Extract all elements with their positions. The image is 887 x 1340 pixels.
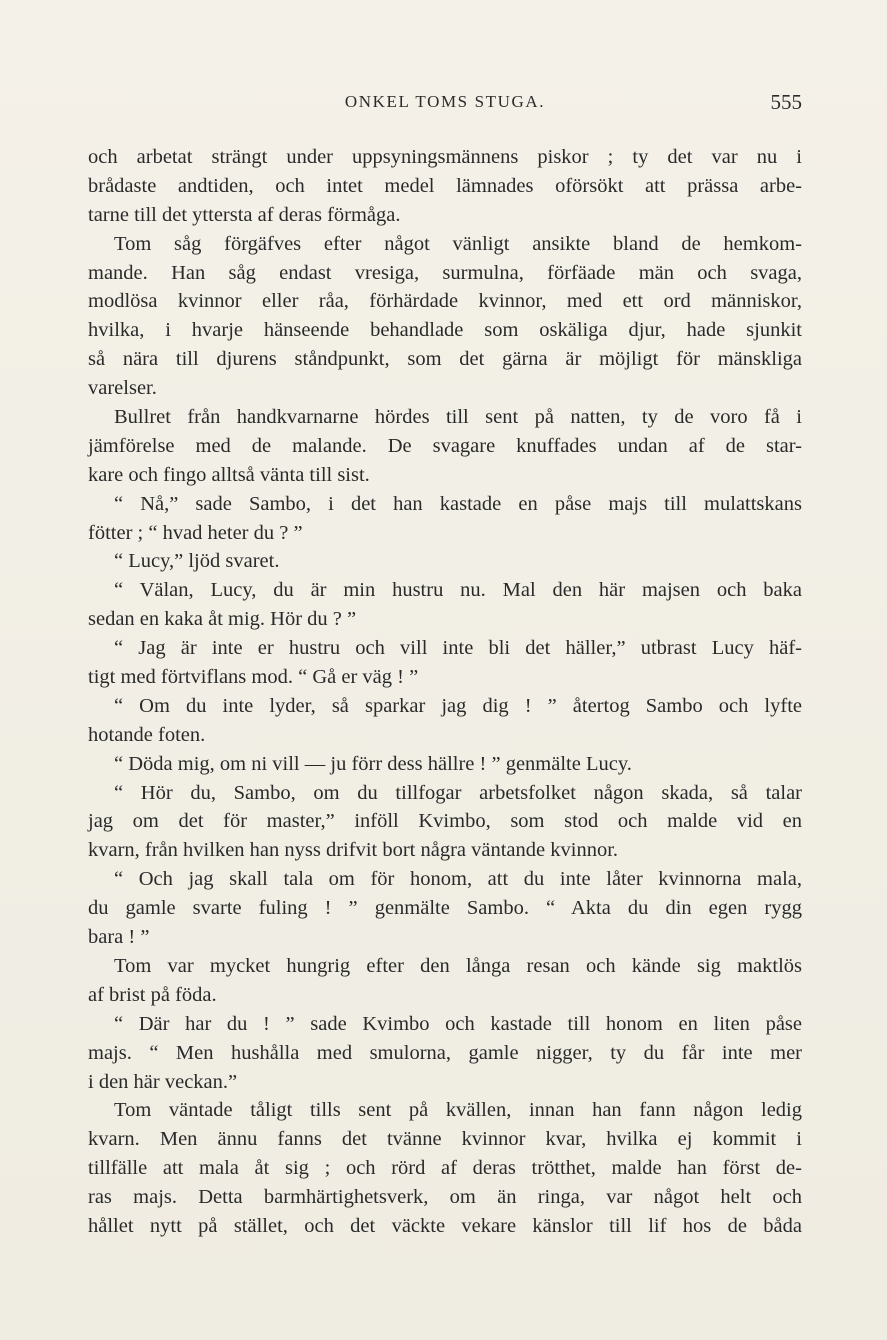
text-line: sedan en kaka åt mig. Hör du ? ” — [88, 608, 357, 631]
text-line: bara ! ” — [88, 926, 150, 949]
text-line: brådaste andtiden, och intet medel lämnades oförsökt att prässa arbe- — [88, 174, 802, 197]
text-line: majs. “ Men hushålla med smulorna, gamle nigger, ty du får inte mer — [88, 1041, 802, 1064]
text-line: du gamle svarte fuling ! ” genmälte Sambo. “ Akta du din egen rygg — [88, 897, 802, 920]
text-line: “ Nå,” sade Sambo, i det han kastade en påse majs till mulattskans — [114, 492, 802, 515]
text-line: tigt med förtviflans mod. “ Gå er väg ! ” — [88, 666, 419, 689]
text-line: jämförelse med de malande. De svagare knuffades undan af de star- — [88, 434, 802, 457]
text-line: och arbetat strängt under uppsyningsmännens piskor ; ty det var nu i — [88, 146, 802, 168]
text-line: mande. Han såg endast vresiga, surmulna, förfäade män och svaga, — [88, 261, 802, 284]
running-head — [88, 92, 802, 118]
text-line: tillfälle att mala åt sig ; och rörd af deras trötthet, malde han först de- — [88, 1157, 802, 1180]
text-line: Tom väntade tåligt tills sent på kvällen, innan han fann någon ledig — [114, 1099, 802, 1122]
text-line: kare och fingo alltså vänta till sist. — [88, 463, 370, 486]
text-line: “ Lucy,” ljöd svaret. — [114, 550, 280, 573]
text-line: jag om det för master,” inföll Kvimbo, som stod och malde vid en — [88, 810, 802, 833]
text-line: “ Om du inte lyder, så sparkar jag dig ! ” återtog Sambo och lyfte — [114, 694, 802, 717]
text-line: ras majs. Detta barmhärtighetsverk, om än ringa, var något helt och — [88, 1186, 802, 1209]
running-title: ONKEL TOMS STUGA. — [344, 92, 546, 111]
text-line: så nära till djurens ståndpunkt, som det gärna är möjligt för mänskliga — [88, 348, 802, 371]
text-line: fötter ; “ hvad heter du ? ” — [88, 521, 303, 544]
text-line: Bullret från handkvarnarne hördes till sent på natten, ty de voro få i — [114, 406, 802, 429]
text-line: kvarn. Men ännu fanns det tvänne kvinnor kvar, hvilka ej kommit i — [88, 1128, 802, 1151]
text-line: i den här veckan.” — [88, 1070, 238, 1093]
text-line: Tom var mycket hungrig efter den långa resan och kände sig maktlös — [114, 954, 802, 977]
text-line: “ Döda mig, om ni vill — ju förr dess hällre ! ” genmälte Lucy. — [114, 752, 632, 775]
page-number: 555 — [770, 90, 802, 114]
text-line: “ Och jag skall tala om för honom, att du inte låter kvinnorna mala, — [114, 868, 802, 891]
text-line: “ Där har du ! ” sade Kvimbo och kastade till honom en liten påse — [114, 1012, 802, 1035]
text-line: “ Jag är inte er hustru och vill inte bli det häller,” utbrast Lucy häf- — [114, 637, 802, 660]
text-line: af brist på föda. — [88, 983, 217, 1006]
text-line: Tom såg förgäfves efter något vänligt ansikte bland de hemkom- — [114, 232, 802, 255]
text-line: modlösa kvinnor eller råa, förhärdade kvinnor, med ett ord människor, — [88, 290, 802, 313]
body-text — [88, 143, 802, 1241]
text-line: varelser. — [88, 377, 157, 400]
text-line: hållet nytt på stället, och det väckte vekare känslor till lif hos de båda — [88, 1214, 802, 1237]
text-line: “ Hör du, Sambo, om du tillfogar arbetsfolket någon skada, så talar — [114, 781, 802, 804]
text-line: hotande foten. — [88, 723, 206, 746]
text-line: “ Välan, Lucy, du är min hustru nu. Mal den här majsen och baka — [114, 579, 802, 602]
text-line: kvarn, från hvilken han nyss drifvit bort några väntande kvinnor. — [88, 839, 619, 862]
text-line: hvilka, i hvarje hänseende behandlade som oskäliga djur, hade sjunkit — [88, 319, 802, 342]
text-line: tarne till det yttersta af deras förmåga. — [88, 203, 401, 226]
